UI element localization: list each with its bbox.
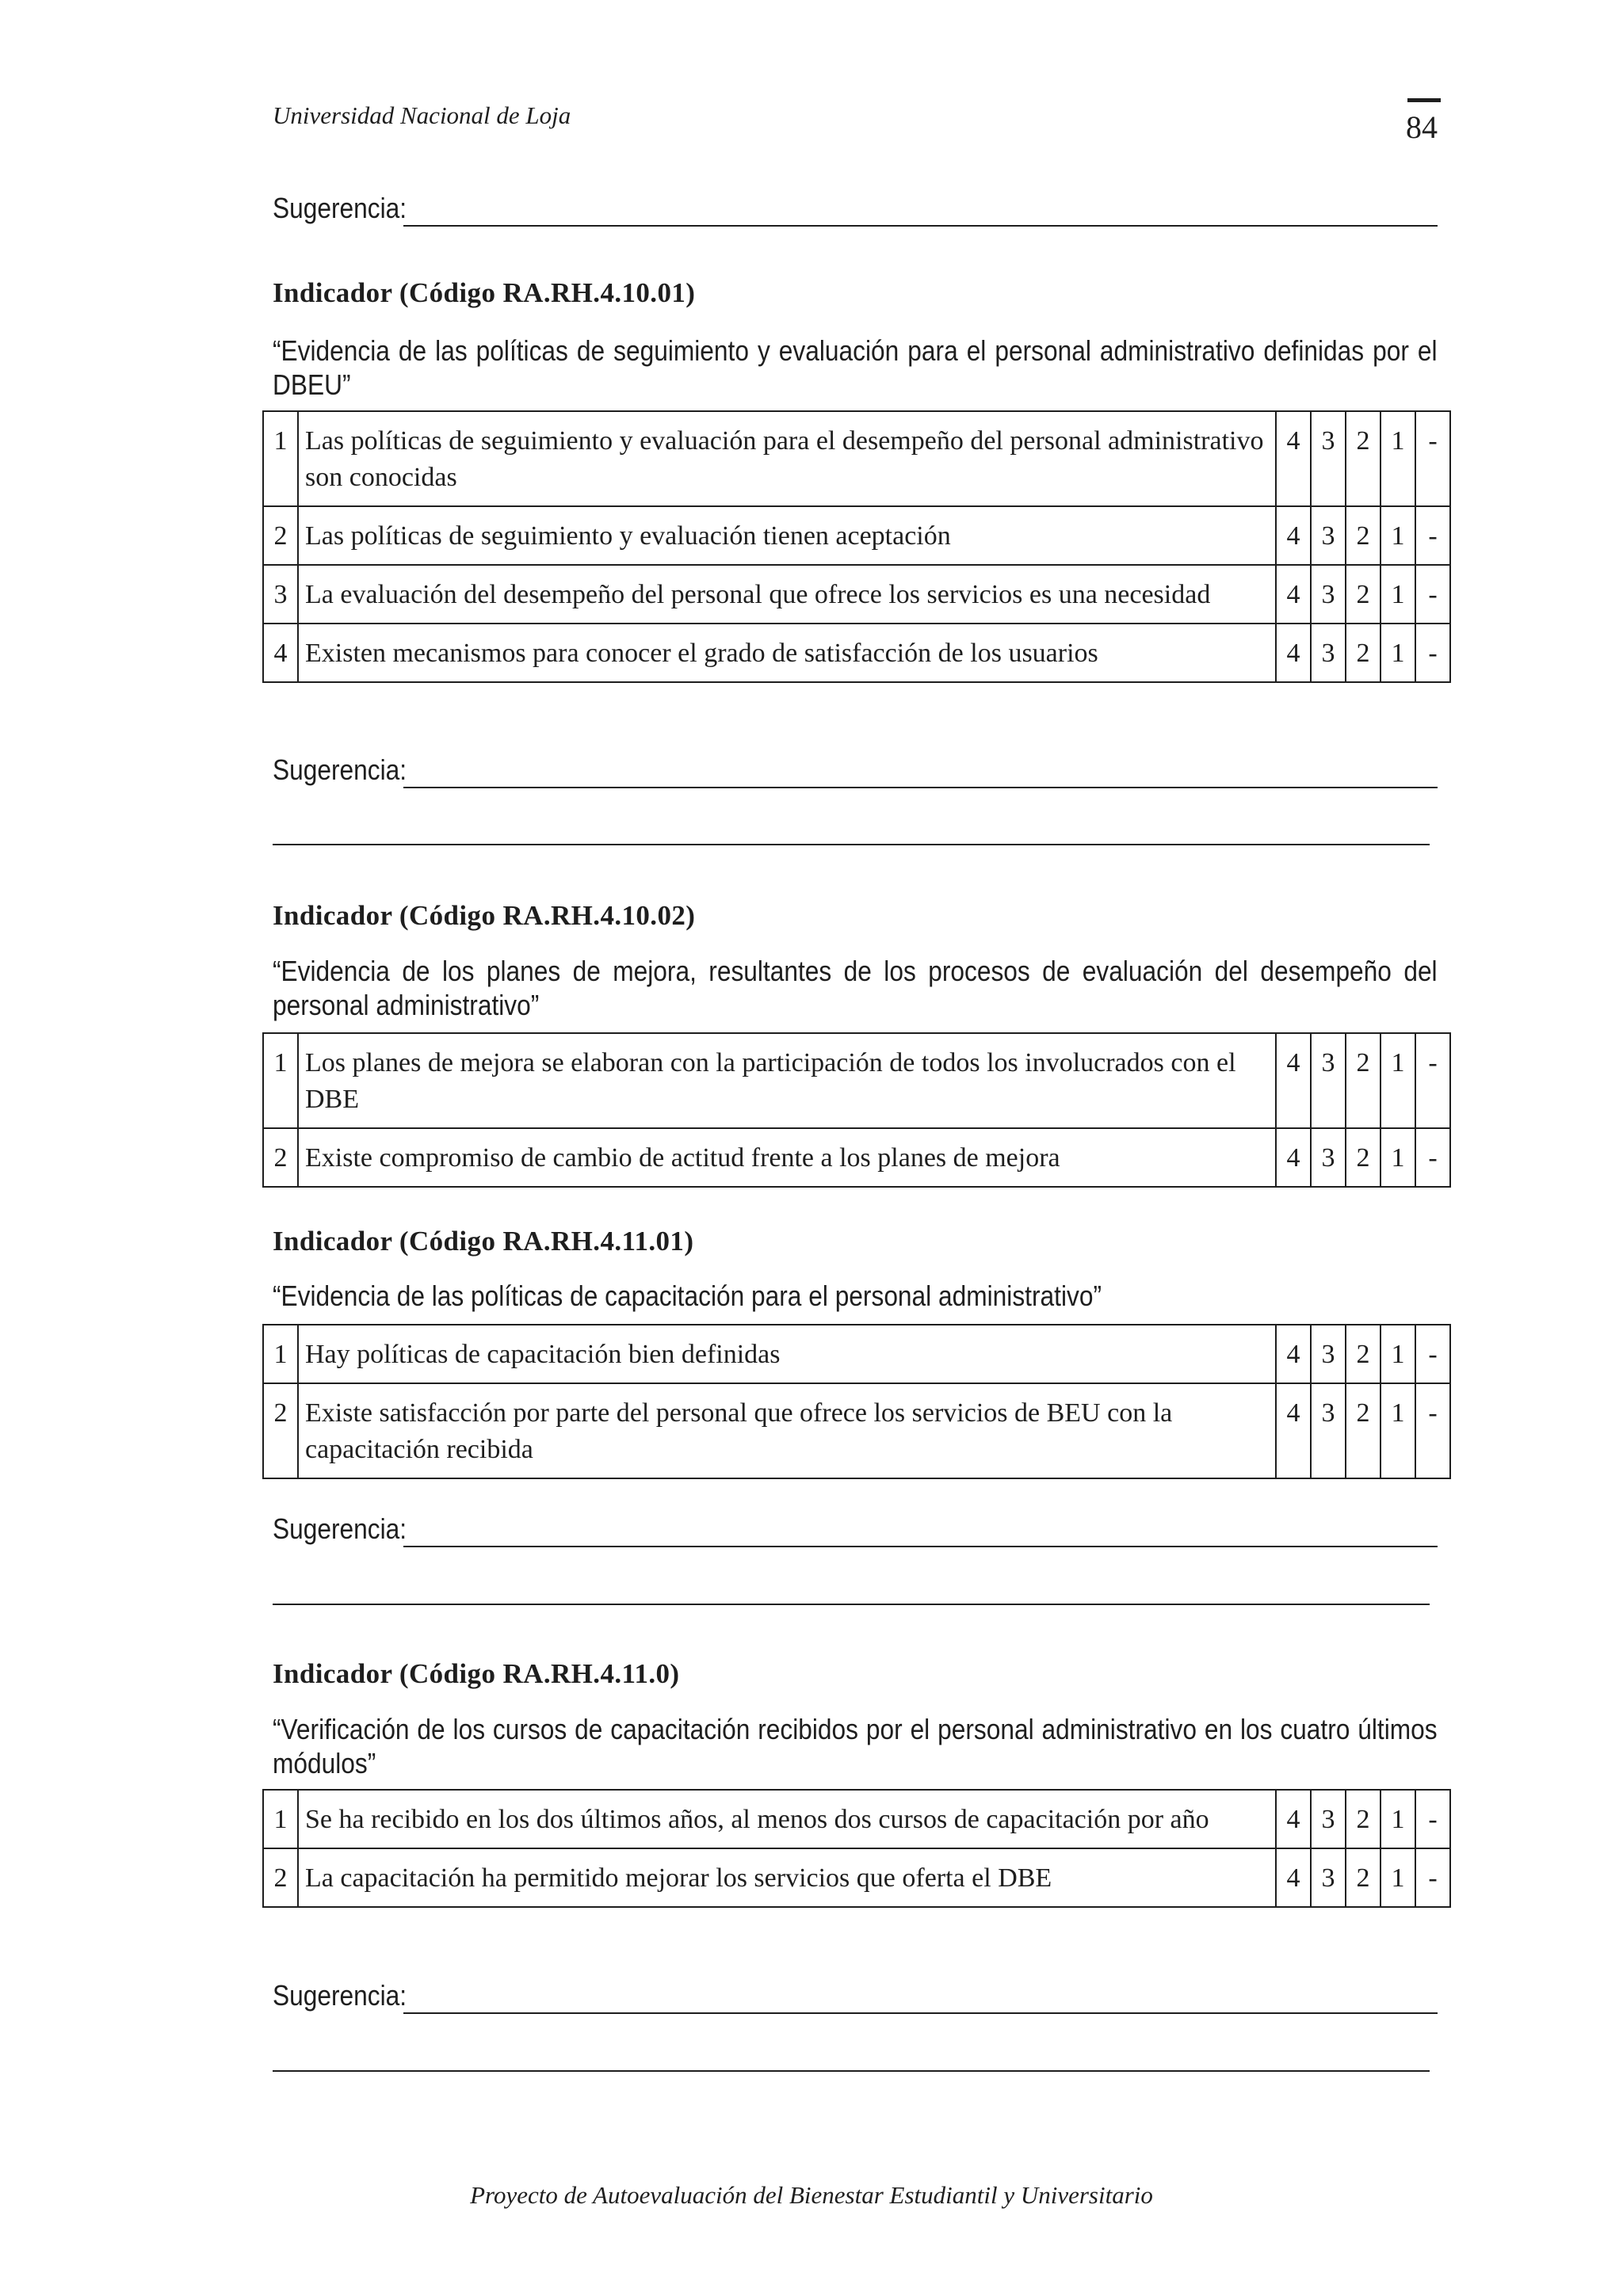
suggestion-extra-line[interactable] (273, 1604, 1430, 1605)
evaluation-table (262, 1789, 1451, 1908)
score-option-none[interactable]: - (1415, 1128, 1450, 1187)
indicator-description: “Evidencia de los planes de mejora, resultantes de los procesos de evaluación del desempeño del personal administrativo” (273, 955, 1438, 1021)
score-option-2[interactable]: 2 (1346, 1128, 1381, 1187)
score-option-3[interactable]: 3 (1311, 506, 1346, 565)
table-row (263, 624, 1450, 682)
item-number: 2 (263, 1128, 298, 1187)
score-option-3[interactable]: 3 (1311, 1128, 1346, 1187)
page-number: 84 (1406, 109, 1438, 145)
indicator-title: Indicador (Código RA.RH.4.11.0) (273, 1658, 680, 1689)
item-number: 1 (263, 411, 298, 506)
score-option-none[interactable]: - (1415, 1325, 1450, 1383)
item-text: Los planes de mejora se elaboran con la participación de todos los involucrados con el DBE (298, 1033, 1276, 1128)
item-text: Existe compromiso de cambio de actitud frente a los planes de mejora (298, 1128, 1276, 1187)
score-option-3[interactable]: 3 (1311, 565, 1346, 624)
item-text: La evaluación del desempeño del personal que ofrece los servicios es una necesidad (298, 565, 1276, 624)
suggestion-line (403, 1546, 1438, 1547)
indicator-description: “Verificación de los cursos de capacitación recibidos por el personal administrativo en los cuatro últimos módulos” (273, 1713, 1438, 1779)
item-number: 2 (263, 506, 298, 565)
footer-project-title: Proyecto de Autoevaluación del Bienestar Estudiantil y Universitario (470, 2181, 1153, 2209)
score-option-2[interactable]: 2 (1346, 1383, 1381, 1478)
item-number: 1 (263, 1033, 298, 1128)
suggestion-label: Sugerencia: (273, 753, 407, 786)
score-option-4[interactable]: 4 (1276, 1848, 1311, 1907)
score-option-3[interactable]: 3 (1311, 624, 1346, 682)
score-option-2[interactable]: 2 (1346, 1033, 1381, 1128)
suggestion-line (403, 787, 1438, 788)
score-option-1[interactable]: 1 (1381, 1790, 1415, 1848)
score-option-3[interactable]: 3 (1311, 1325, 1346, 1383)
suggestion-line (403, 2012, 1438, 2014)
score-option-1[interactable]: 1 (1381, 1325, 1415, 1383)
score-option-4[interactable]: 4 (1276, 624, 1311, 682)
item-number: 2 (263, 1383, 298, 1478)
item-text: Se ha recibido en los dos últimos años, al menos dos cursos de capacitación por año (298, 1790, 1276, 1848)
item-number: 2 (263, 1848, 298, 1907)
evaluation-table (262, 1324, 1451, 1479)
item-text: Existe satisfacción por parte del personal que ofrece los servicios de BEU con la capacitación recibida (298, 1383, 1276, 1478)
score-option-none[interactable]: - (1415, 624, 1450, 682)
item-number: 3 (263, 565, 298, 624)
score-option-1[interactable]: 1 (1381, 1848, 1415, 1907)
score-option-none[interactable]: - (1415, 1383, 1450, 1478)
score-option-4[interactable]: 4 (1276, 1790, 1311, 1848)
suggestion-field[interactable] (273, 192, 1438, 227)
score-option-4[interactable]: 4 (1276, 1128, 1311, 1187)
table-row (263, 1128, 1450, 1187)
indicator-title: Indicador (Código RA.RH.4.10.02) (273, 900, 696, 931)
table-row (263, 1790, 1450, 1848)
score-option-2[interactable]: 2 (1346, 411, 1381, 506)
score-option-none[interactable]: - (1415, 1848, 1450, 1907)
score-option-1[interactable]: 1 (1381, 1033, 1415, 1128)
item-text: La capacitación ha permitido mejorar los servicios que oferta el DBE (298, 1848, 1276, 1907)
table-row (263, 411, 1450, 506)
suggestion-label: Sugerencia: (273, 192, 407, 224)
score-option-1[interactable]: 1 (1381, 624, 1415, 682)
score-option-3[interactable]: 3 (1311, 1790, 1346, 1848)
score-option-3[interactable]: 3 (1311, 1033, 1346, 1128)
item-text: Existen mecanismos para conocer el grado de satisfacción de los usuarios (298, 624, 1276, 682)
score-option-4[interactable]: 4 (1276, 411, 1311, 506)
item-number: 4 (263, 624, 298, 682)
score-option-2[interactable]: 2 (1346, 565, 1381, 624)
table-row (263, 1033, 1450, 1128)
score-option-1[interactable]: 1 (1381, 565, 1415, 624)
score-option-none[interactable]: - (1415, 506, 1450, 565)
score-option-none[interactable]: - (1415, 411, 1450, 506)
suggestion-label: Sugerencia: (273, 1512, 407, 1545)
item-number: 1 (263, 1790, 298, 1848)
score-option-1[interactable]: 1 (1381, 506, 1415, 565)
indicator-title: Indicador (Código RA.RH.4.10.01) (273, 277, 696, 308)
score-option-4[interactable]: 4 (1276, 506, 1311, 565)
score-option-4[interactable]: 4 (1276, 565, 1311, 624)
table-row (263, 565, 1450, 624)
page-number-rule (1407, 98, 1441, 102)
item-text: Hay políticas de capacitación bien definidas (298, 1325, 1276, 1383)
score-option-none[interactable]: - (1415, 1790, 1450, 1848)
score-option-3[interactable]: 3 (1311, 1383, 1346, 1478)
indicator-title: Indicador (Código RA.RH.4.11.01) (273, 1226, 694, 1257)
item-text: Las políticas de seguimiento y evaluación tienen aceptación (298, 506, 1276, 565)
suggestion-field[interactable] (273, 753, 1438, 788)
score-option-2[interactable]: 2 (1346, 506, 1381, 565)
score-option-1[interactable]: 1 (1381, 1128, 1415, 1187)
table-row (263, 506, 1450, 565)
table-row (263, 1383, 1450, 1478)
score-option-1[interactable]: 1 (1381, 411, 1415, 506)
suggestion-extra-line[interactable] (273, 2070, 1430, 2072)
score-option-2[interactable]: 2 (1346, 1325, 1381, 1383)
score-option-4[interactable]: 4 (1276, 1033, 1311, 1128)
indicator-description: “Evidencia de las políticas de seguimiento y evaluación para el personal administrativo definidas por el DBEU” (273, 334, 1438, 401)
score-option-3[interactable]: 3 (1311, 1848, 1346, 1907)
header-university-name: Universidad Nacional de Loja (273, 101, 571, 129)
suggestion-label: Sugerencia: (273, 1979, 407, 2012)
evaluation-table (262, 1032, 1451, 1188)
suggestion-field[interactable] (273, 1979, 1438, 2014)
suggestion-field[interactable] (273, 1512, 1438, 1547)
score-option-4[interactable]: 4 (1276, 1325, 1311, 1383)
score-option-2[interactable]: 2 (1346, 624, 1381, 682)
suggestion-extra-line[interactable] (273, 844, 1430, 845)
item-text: Las políticas de seguimiento y evaluación para el desempeño del personal administrativo son conocidas (298, 411, 1276, 506)
score-option-4[interactable]: 4 (1276, 1383, 1311, 1478)
score-option-none[interactable]: - (1415, 565, 1450, 624)
score-option-2[interactable]: 2 (1346, 1790, 1381, 1848)
evaluation-table (262, 410, 1451, 683)
score-option-3[interactable]: 3 (1311, 411, 1346, 506)
indicator-description: “Evidencia de las políticas de capacitación para el personal administrativo” (273, 1280, 1102, 1312)
score-option-2[interactable]: 2 (1346, 1848, 1381, 1907)
table-row (263, 1848, 1450, 1907)
table-row (263, 1325, 1450, 1383)
item-number: 1 (263, 1325, 298, 1383)
score-option-none[interactable]: - (1415, 1033, 1450, 1128)
suggestion-line (403, 225, 1438, 227)
score-option-1[interactable]: 1 (1381, 1383, 1415, 1478)
